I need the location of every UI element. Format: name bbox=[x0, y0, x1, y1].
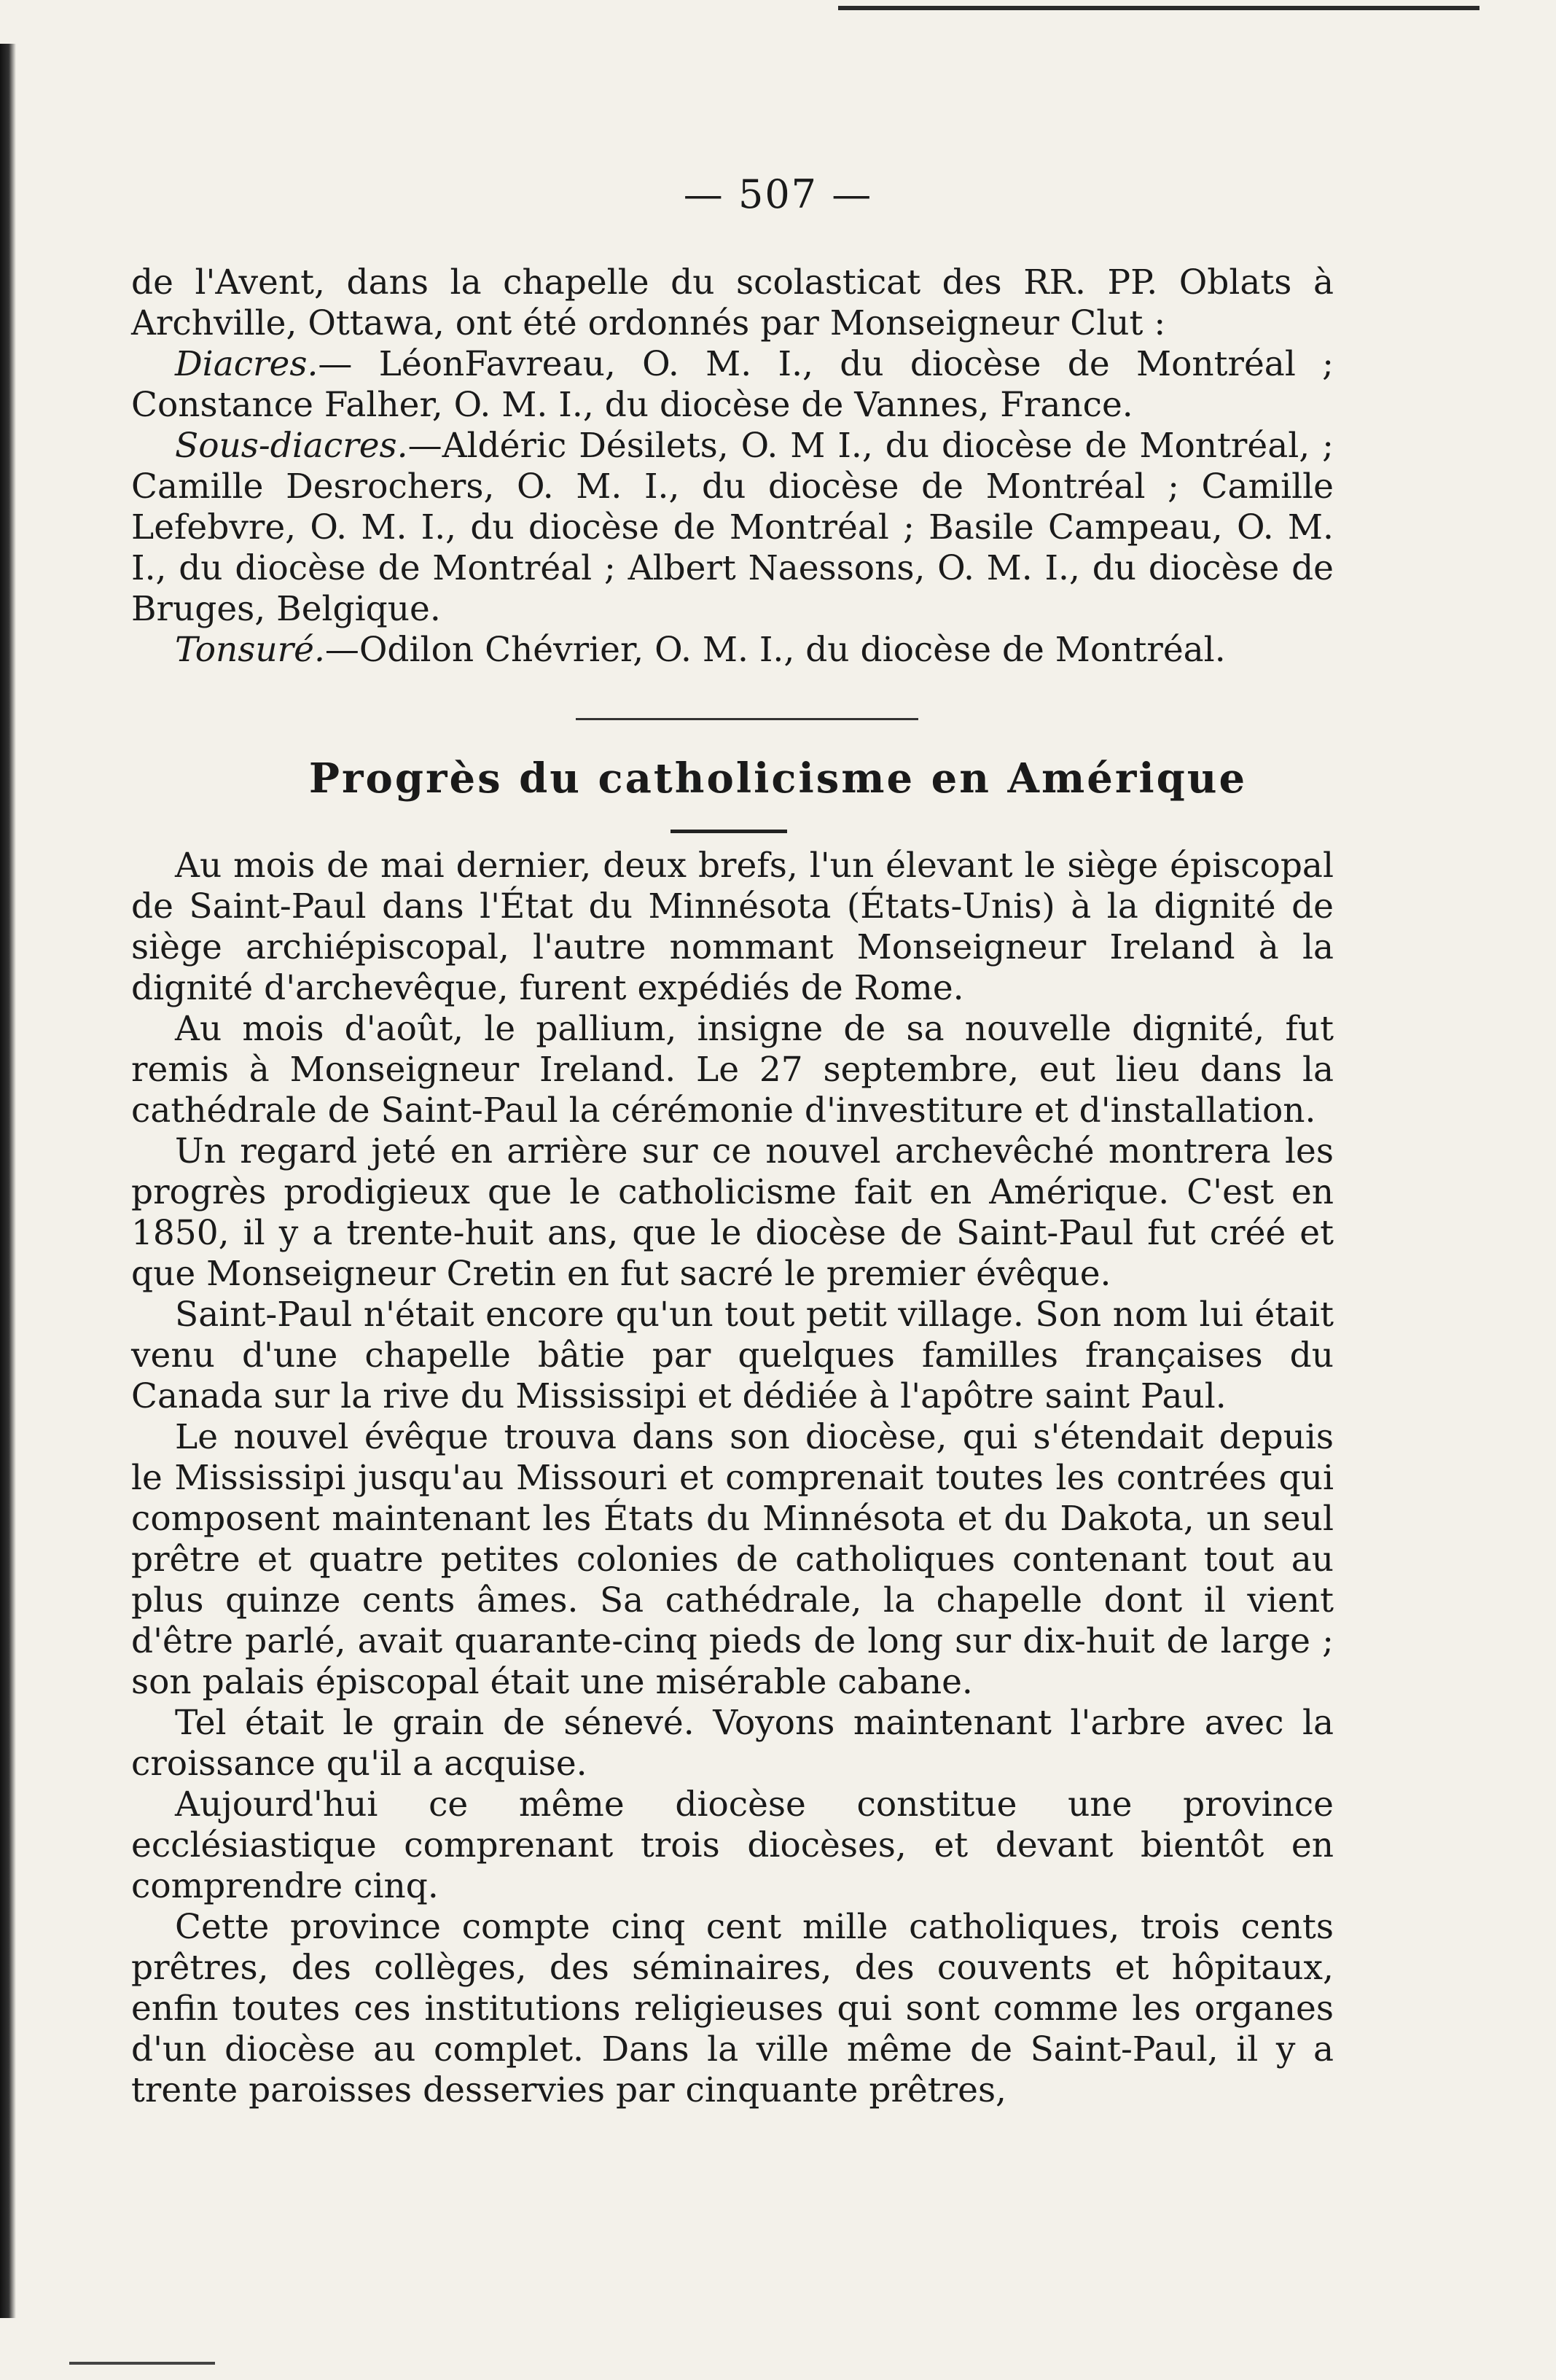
article-paragraph: Au mois d'août, le pallium, insigne de sa nouvelle dignité, fut remis à Monseigneur Ireland. Le 27 septembre, eut lieu dans la cathédrale de Saint-Paul la cérémonie d'investiture et d'installation. bbox=[131, 1009, 1334, 1131]
article-body bbox=[131, 846, 1334, 2111]
tonsure-label: Tonsuré. bbox=[175, 630, 325, 670]
section-divider bbox=[576, 718, 918, 720]
article-paragraph: Tel était le grain de sénevé. Voyons maintenant l'arbre avec la croissance qu'il a acquise. bbox=[131, 1703, 1334, 1784]
top-edge-mark bbox=[838, 6, 1479, 10]
ordination-section bbox=[131, 262, 1334, 671]
diacres-paragraph bbox=[131, 344, 1334, 426]
bottom-edge-mark bbox=[69, 2362, 215, 2365]
article-paragraph: Cette province compte cinq cent mille catholiques, trois cents prêtres, des collèges, des séminaires, des couvents et hôpitaux, enfin toutes ces institutions religieuses qui sont comme les organes d'un diocèse au complet. Dans la ville même de Saint-Paul, il y a trente paroisses desservies par cinquante prêtres, bbox=[131, 1907, 1334, 2110]
tonsure-text: —Odilon Chévrier, O. M. I., du diocèse de Montréal. bbox=[324, 630, 1226, 670]
article-paragraph: Un regard jeté en arrière sur ce nouvel archevêché montrera les progrès prodigieux que le catholicisme fait en Amérique. C'est en 1850, il y a trente-huit ans, que le diocèse de Saint-Paul fut créé et que Monseigneur Cretin en fut sacré le premier évêque. bbox=[131, 1131, 1334, 1294]
diacres-text: — LéonFavreau, O. M. I., du diocèse de Montréal ; Constance Falher, O. M. I., du diocèse de Vannes, France. bbox=[131, 344, 1334, 425]
article-title: Progrès du catholicisme en Amérique bbox=[308, 754, 1248, 803]
page-number: — 507 — bbox=[683, 171, 873, 217]
article-paragraph: Saint-Paul n'était encore qu'un tout petit village. Son nom lui était venu d'une chapelle bâtie par quelques familles françaises du Canada sur la rive du Mississipi et dédiée à l'apôtre saint Paul. bbox=[131, 1295, 1334, 1416]
article-paragraph: Le nouvel évêque trouva dans son diocèse, qui s'étendait depuis le Mississipi jusqu'au Missouri et comprenait toutes les contrées qui composent maintenant les États du Minnésota et du Dakota, un seul prêtre et quatre petites colonies de catholiques contenant tout au plus quinze cents âmes. Sa cathédrale, la chapelle dont il vient d'être parlé, avait quarante-cinq pieds de long sur dix-huit de large ; son palais épiscopal était une misérable cabane. bbox=[131, 1417, 1334, 1702]
sous-diacres-text: —Aldéric Désilets, O. M I., du diocèse de Montréal, ; Camille Desrochers, O. M. I., du diocèse de Montréal ; Camille Lefebvre, O. M. I., du diocèse de Montréal ; Basile Campeau, O. M. I., du diocèse de Montréal ; Albert Naessons, O. M. I., du diocèse de Bruges, Belgique. bbox=[131, 426, 1334, 629]
ordination-intro: de l'Avent, dans la chapelle du scolasticat des RR. PP. Oblats à Archville, Ottawa, ont été ordonnés par Monseigneur Clut : bbox=[131, 262, 1334, 343]
title-underline bbox=[671, 830, 787, 833]
article-paragraph: Aujourd'hui ce même diocèse constitue une province ecclésiastique comprenant trois diocèses, et devant bientôt en comprendre cinq. bbox=[131, 1784, 1334, 1906]
sous-diacres-label: Sous-diacres. bbox=[175, 426, 408, 466]
diacres-label: Diacres. bbox=[175, 344, 318, 384]
article-paragraph: Au mois de mai dernier, deux brefs, l'un élevant le siège épiscopal de Saint-Paul dans l'État du Minnésota (États-Unis) à la dignité de siège archiépiscopal, l'autre nommant Monseigneur Ireland à la dignité d'archevêque, furent expédiés de Rome. bbox=[131, 846, 1334, 1008]
sous-diacres-paragraph bbox=[131, 426, 1334, 630]
tonsure-paragraph bbox=[131, 630, 1334, 671]
binding-shadow bbox=[0, 44, 16, 2318]
